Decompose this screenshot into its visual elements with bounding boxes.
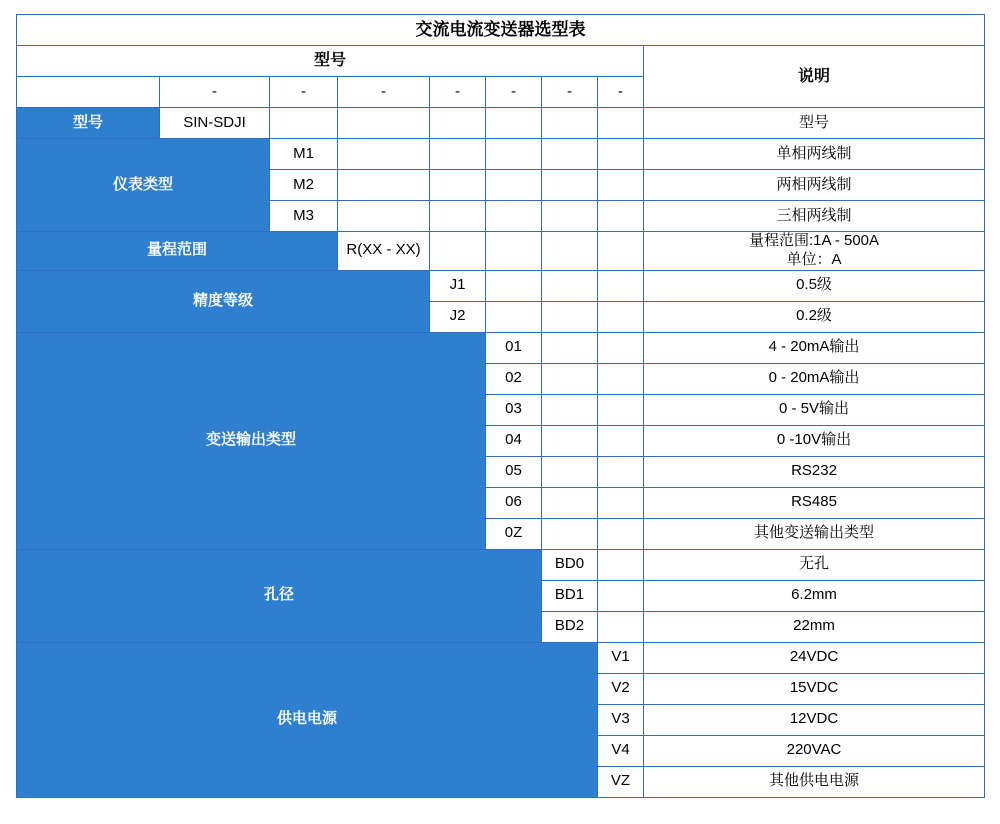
spacer-cell [598,425,644,456]
page-title: 交流电流变送器选型表 [17,15,985,46]
desc-05: RS232 [644,456,985,487]
code-m2: M2 [270,170,338,201]
spacer-cell [430,108,486,139]
group-label-output-type: 变送输出类型 [17,332,486,549]
desc-v1: 24VDC [644,642,985,673]
desc-v2: 15VDC [644,673,985,704]
group-label-instrument-type: 仪表类型 [17,139,270,232]
desc-06: RS485 [644,487,985,518]
dash-cell-0 [17,77,160,108]
spacer-cell [486,232,542,271]
spacer-cell [542,487,598,518]
spacer-cell [598,549,644,580]
spacer-cell [542,394,598,425]
spacer-cell [598,394,644,425]
code-06: 06 [486,487,542,518]
desc-bd2: 22mm [644,611,985,642]
spacer-cell [598,487,644,518]
spacer-cell [542,301,598,332]
table-row [17,232,985,271]
spacer-cell [598,270,644,301]
table-row [17,108,985,139]
spacer-cell [270,108,338,139]
desc-bd1: 6.2mm [644,580,985,611]
spacer-cell [430,139,486,170]
desc-v3: 12VDC [644,704,985,735]
spacer-cell [598,580,644,611]
code-05: 05 [486,456,542,487]
spacer-cell [338,201,430,232]
dash-cell-1: - [160,77,270,108]
spacer-cell [430,201,486,232]
spacer-cell [430,232,486,271]
spacer-cell [430,170,486,201]
desc-m3: 三相两线制 [644,201,985,232]
code-v2: V2 [598,673,644,704]
spacer-cell [542,108,598,139]
spacer-cell [598,139,644,170]
spacer-cell [542,170,598,201]
desc-range-line1: 量程范围:1A - 500A [748,232,880,249]
group-label-model: 型号 [17,108,160,139]
desc-model: 型号 [644,108,985,139]
code-v4: V4 [598,735,644,766]
spacer-cell [486,201,542,232]
code-03: 03 [486,394,542,425]
spacer-cell [598,332,644,363]
spacer-cell [598,232,644,271]
desc-j1: 0.5级 [644,270,985,301]
spacer-cell [542,139,598,170]
spacer-cell [542,456,598,487]
spacer-cell [338,139,430,170]
group-label-accuracy: 精度等级 [17,270,430,332]
code-j1: J1 [430,270,486,301]
spacer-cell [542,363,598,394]
desc-bd0: 无孔 [644,549,985,580]
desc-m1: 单相两线制 [644,139,985,170]
code-bd1: BD1 [542,580,598,611]
code-model: SIN-SDJI [160,108,270,139]
header-description: 说明 [644,46,985,108]
header-model-group: 型号 [17,46,644,77]
spacer-cell [542,232,598,271]
code-v3: V3 [598,704,644,735]
table-row [17,642,985,673]
desc-v4: 220VAC [644,735,985,766]
code-bd0: BD0 [542,549,598,580]
spacer-cell [598,518,644,549]
spacer-cell [486,170,542,201]
code-v1: V1 [598,642,644,673]
desc-01: 4 - 20mA输出 [644,332,985,363]
desc-range [644,232,985,271]
spacer-cell [338,108,430,139]
dash-cell-7: - [598,77,644,108]
spacer-cell [598,108,644,139]
table-row [17,270,985,301]
code-02: 02 [486,363,542,394]
spacer-cell [542,425,598,456]
code-range: R(XX - XX) [338,232,430,271]
code-bd2: BD2 [542,611,598,642]
selection-table [16,14,985,798]
table-header-row [17,46,985,77]
desc-03: 0 - 5V输出 [644,394,985,425]
spacer-cell [542,270,598,301]
code-01: 01 [486,332,542,363]
table-row [17,549,985,580]
desc-vz: 其他供电电源 [644,766,985,797]
dash-cell-5: - [486,77,542,108]
spacer-cell [598,363,644,394]
code-0z: 0Z [486,518,542,549]
group-label-aperture: 孔径 [17,549,542,642]
desc-m2: 两相两线制 [644,170,985,201]
dash-cell-4: - [430,77,486,108]
spacer-cell [598,611,644,642]
table-row [17,332,985,363]
spacer-cell [542,201,598,232]
code-04: 04 [486,425,542,456]
dash-cell-6: - [542,77,598,108]
spacer-cell [598,456,644,487]
spacer-cell [486,139,542,170]
dash-cell-2: - [270,77,338,108]
spacer-cell [598,170,644,201]
spacer-cell [486,301,542,332]
desc-04: 0 -10V输出 [644,425,985,456]
table-title-row [17,15,985,46]
spacer-cell [486,108,542,139]
group-label-range: 量程范围 [17,232,338,271]
code-j2: J2 [430,301,486,332]
desc-0z: 其他变送输出类型 [644,518,985,549]
desc-j2: 0.2级 [644,301,985,332]
spacer-cell [338,170,430,201]
code-m3: M3 [270,201,338,232]
spacer-cell [598,301,644,332]
code-m1: M1 [270,139,338,170]
group-label-power-supply: 供电电源 [17,642,598,797]
spacer-cell [598,201,644,232]
spacer-cell [542,332,598,363]
dash-cell-3: - [338,77,430,108]
table-row [17,139,985,170]
desc-range-line2: 单位：A [786,250,842,268]
spacer-cell [542,518,598,549]
desc-02: 0 - 20mA输出 [644,363,985,394]
spacer-cell [486,270,542,301]
code-vz: VZ [598,766,644,797]
